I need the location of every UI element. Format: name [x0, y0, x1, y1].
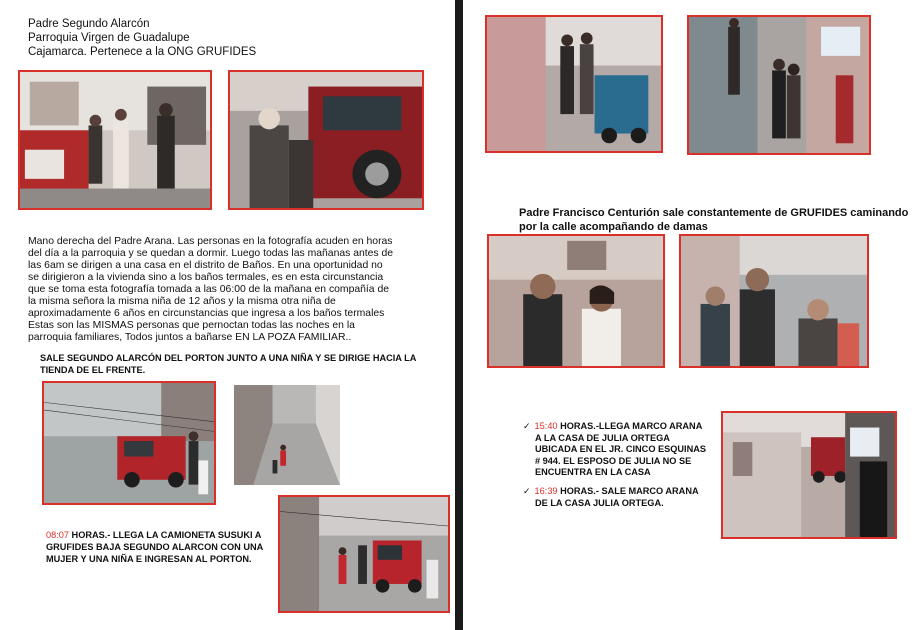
photo-group-walking [679, 234, 869, 368]
right-page [463, 0, 920, 630]
photo-street-mototaxi [485, 15, 663, 153]
event-arrival-time: 15:40 [534, 421, 558, 431]
event-departure-time: 16:39 [534, 486, 558, 496]
paragraph-line-8: Estas son las MISMAS personas que pernoctan todas las noches en la [28, 320, 355, 331]
header-name: Padre Segundo Alarcón [28, 18, 150, 30]
caption-truck-line-3: MUJER Y UNA NIÑA E INGRESAN AL PORTON. [46, 554, 252, 564]
title-line-1: Padre Francisco Centurión sale constantemente de GRUFIDES caminando [519, 207, 909, 219]
left-page [0, 0, 455, 630]
caption-truck-line-2: GRUFIDES BAJA SEGUNDO ALARCON CON UNA [46, 542, 264, 552]
caption-gate-line-1: SALE SEGUNDO ALARCÓN DEL PORTON JUNTO A UNA NIÑA Y SE DIRIGE HACIA LA [40, 353, 417, 363]
photo-sidewalk-pedestrians [687, 15, 871, 155]
photo-priest-with-woman [487, 234, 665, 368]
caption-truck-time: 08:07 [46, 530, 69, 540]
header-affiliation: Cajamarca. Pertenece a la ONG GRUFIDES [28, 46, 257, 58]
photo-truck-arrival [278, 495, 450, 613]
check-icon: ✓ [523, 486, 531, 496]
header-parish: Parroquia Virgen de Guadalupe [28, 32, 190, 44]
photo-girl-street [232, 383, 342, 487]
title-line-2: por la calle acompañando de damas [519, 221, 708, 233]
paragraph-line-6: la misma señora la misma niña de 12 años y la misma otra niña de [28, 296, 336, 307]
photo-red-truck [42, 381, 216, 505]
photo-woman-vehicle [228, 70, 424, 210]
paragraph-line-9: parroquia familiares, Todos juntos a bañarse EN LA POZA FAMILIAR.. [28, 332, 352, 343]
event-arrival: ✓ 15:40 HORAS.-LLEGA MARCO ARANA A LA CASA DE JULIA ORTEGA UBICADA EN EL JR. CINCO ESQUINAS # 944. EL ESPOSO DE JULIA NO SE ENCUENTRA EN LA CASA [523, 421, 707, 477]
paragraph-line-5: que se toma esta fotografía tomada a las 06:00 de la mañana en compañía de [28, 284, 390, 295]
paragraph-line-2: del día a la parroquia y se quedan a dormir. Luego todas las mañanas antes de [28, 248, 394, 259]
photo-house-street [721, 411, 897, 539]
paragraph-line-1: Mano derecha del Padre Arana. Las personas en la fotografía acuden en horas [28, 236, 393, 247]
photo-street-group [18, 70, 212, 210]
caption-gate-line-2: TIENDA DE EL FRENTE. [40, 365, 146, 375]
caption-truck-line-1: 08:07 HORAS.- LLEGA LA CAMIONETA SUSUKI A [46, 530, 262, 540]
book-spine [455, 0, 463, 630]
paragraph-line-3: las 6am se dirigen a una casa en el distrito de Baños. En una oportunidad no [28, 260, 383, 271]
event-departure: ✓ 16:39 HORAS.- SALE MARCO ARANA DE LA CASA JULIA ORTEGA. [523, 486, 699, 508]
paragraph-line-4: se dirigieron a la vivienda sino a los baños termales, es en esta circunstancia [28, 272, 384, 283]
paragraph-line-7: aproximadamente 6 años en circunstancias que ingresa a los baños termales [28, 308, 385, 319]
check-icon: ✓ [523, 421, 531, 431]
